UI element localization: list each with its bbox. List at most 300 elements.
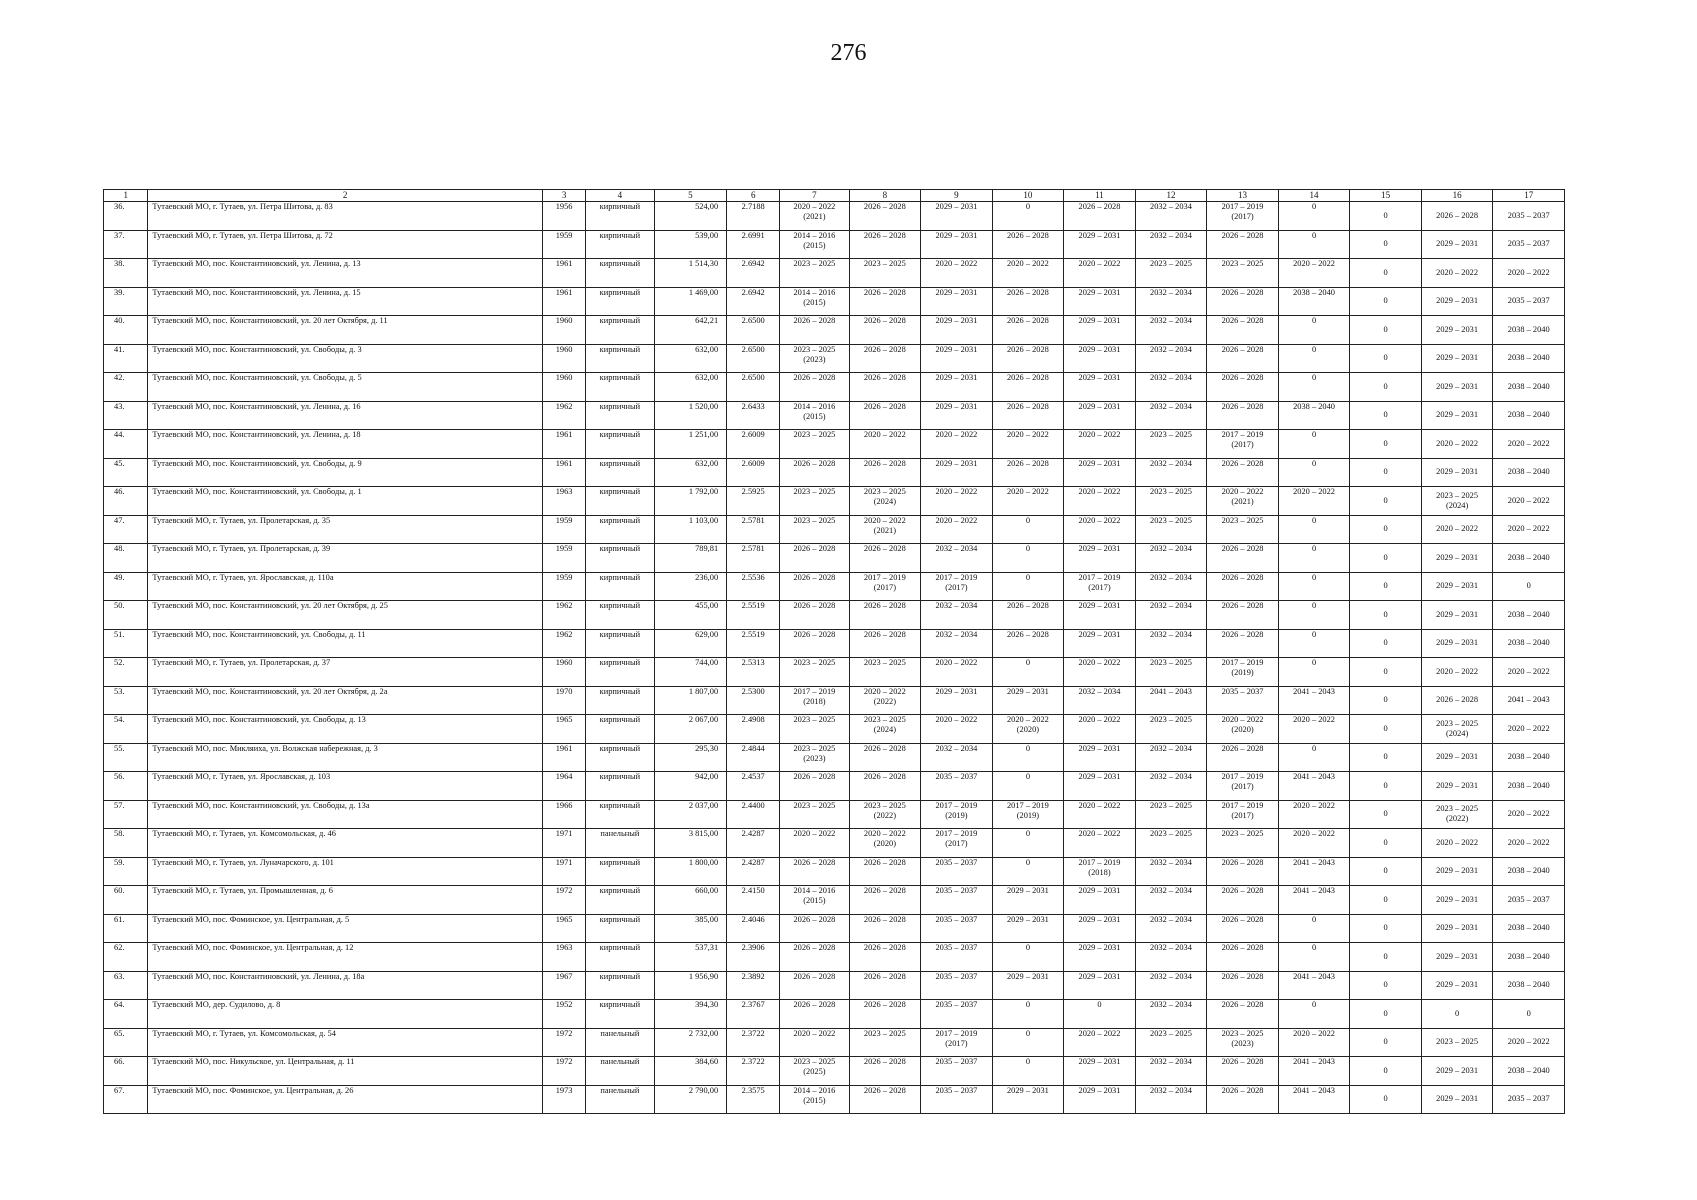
table-cell: 67. [104,1085,148,1114]
table-cell: 2035 – 2037 [921,857,993,886]
table-cell: 2038 – 2040 [1493,629,1565,658]
table-cell: панельный [586,1057,654,1086]
table-row [104,287,1565,316]
table-cell: 36. [104,202,148,231]
table-cell: 2032 – 2034 [1135,886,1207,915]
table-cell: 2017 – 2019 (2017) [1207,772,1279,801]
table-cell: 44. [104,430,148,459]
table-cell: 2.4400 [727,800,780,829]
table-cell: 2017 – 2019 (2019) [921,800,993,829]
table-cell: 1952 [542,1000,585,1029]
table-cell: 2038 – 2040 [1493,601,1565,630]
table-cell: Тутаевский МО, г. Тутаев, ул. Комсомольская, д. 54 [148,1028,543,1057]
table-cell: 2026 – 2028 [992,458,1064,487]
table-cell: 2020 – 2022 [1421,658,1493,687]
table-cell: 2014 – 2016 (2015) [780,287,849,316]
table-cell: 2035 – 2037 [921,886,993,915]
table-cell: 0 [1350,202,1422,231]
table-cell: 0 [1278,515,1350,544]
table-cell: 2020 – 2022 [849,430,921,459]
table-cell: 2020 – 2022 [1493,1028,1565,1057]
table-cell: 2032 – 2034 [921,544,993,573]
table-row [104,430,1565,459]
table-cell: 632,00 [654,344,727,373]
table-cell: 45. [104,458,148,487]
table-cell: 62. [104,943,148,972]
table-cell: 0 [1350,458,1422,487]
table-cell: 0 [1278,914,1350,943]
column-header: 9 [921,190,993,202]
table-cell: 2032 – 2034 [921,601,993,630]
table-cell: 2041 – 2043 [1278,857,1350,886]
table-row [104,772,1565,801]
table-cell: 1960 [542,344,585,373]
table-cell: 2026 – 2028 [849,943,921,972]
table-cell: 1 251,00 [654,430,727,459]
table-cell: 2035 – 2037 [1493,202,1565,231]
table-cell: Тутаевский МО, пос. Константиновский, ул. 20 лет Октября, д. 11 [148,316,543,345]
table-cell: 2.6500 [727,373,780,402]
table-cell: 2.5300 [727,686,780,715]
table-cell: 2020 – 2022 (2020) [849,829,921,858]
table-cell: 0 [1350,1028,1422,1057]
table-cell: 54. [104,715,148,744]
table-cell: 1959 [542,572,585,601]
table-cell: 39. [104,287,148,316]
table-cell: 0 [1350,914,1422,943]
table-cell: 2.7188 [727,202,780,231]
table-cell: 2026 – 2028 [849,601,921,630]
table-cell: 2032 – 2034 [1135,373,1207,402]
table-cell: 49. [104,572,148,601]
table-cell: 2020 – 2022 [1278,715,1350,744]
table-cell: 2029 – 2031 [1064,373,1136,402]
table-cell: Тутаевский МО, г. Тутаев, ул. Ярославская, д. 110а [148,572,543,601]
table-cell: 2020 – 2022 [1493,259,1565,288]
table-cell: 2029 – 2031 [1064,772,1136,801]
table-cell: 2029 – 2031 [921,373,993,402]
table-cell: 2041 – 2043 [1278,772,1350,801]
table-cell: 2014 – 2016 (2015) [780,401,849,430]
table-cell: 2026 – 2028 [992,230,1064,259]
table-cell: 0 [1350,772,1422,801]
table-cell: 42. [104,373,148,402]
table-cell: 0 [1350,515,1422,544]
table-cell: 2020 – 2022 [1493,430,1565,459]
table-cell: 2017 – 2019 (2017) [1064,572,1136,601]
table-cell: 1964 [542,772,585,801]
table-cell: 2041 – 2043 [1278,1085,1350,1114]
table-cell: кирпичный [586,316,654,345]
table-cell: 0 [1350,686,1422,715]
table-cell: 2032 – 2034 [1135,743,1207,772]
table-cell: 2029 – 2031 [1421,886,1493,915]
table-cell: 2.5519 [727,601,780,630]
table-cell: 2020 – 2022 [921,515,993,544]
table-cell: 0 [1350,800,1422,829]
table-cell: 0 [1350,544,1422,573]
table-cell: 2029 – 2031 [1064,230,1136,259]
table-cell: 0 [1278,316,1350,345]
table-cell: 2026 – 2028 [849,1057,921,1086]
table-cell: 2023 – 2025 [780,430,849,459]
table-cell: 2032 – 2034 [1135,629,1207,658]
table-cell: 2029 – 2031 [1421,344,1493,373]
table-cell: 2029 – 2031 [921,344,993,373]
table-cell: 0 [1278,344,1350,373]
table-cell: 0 [1350,401,1422,430]
table-cell: 2020 – 2022 [1064,829,1136,858]
table-cell: 2023 – 2025 [780,658,849,687]
table-cell: 0 [1350,344,1422,373]
table-cell: 1965 [542,914,585,943]
table-cell: 63. [104,971,148,1000]
table-cell: 2020 – 2022 [1493,515,1565,544]
table-cell: 2026 – 2028 [849,202,921,231]
table-cell: Тутаевский МО, пос. Фоминское, ул. Центральная, д. 26 [148,1085,543,1114]
table-cell: Тутаевский МО, пос. Фоминское, ул. Центральная, д. 12 [148,943,543,972]
table-cell: 0 [992,544,1064,573]
table-cell: 2026 – 2028 [849,1085,921,1114]
table-cell: 2026 – 2028 [1207,914,1279,943]
table-cell: 2023 – 2025 [780,715,849,744]
table-cell: 0 [1350,857,1422,886]
table-cell: 2026 – 2028 [780,316,849,345]
table-cell: 1961 [542,430,585,459]
table-cell: 2023 – 2025 [1135,487,1207,516]
table-row [104,715,1565,744]
table-cell: 1960 [542,658,585,687]
table-cell: 2026 – 2028 [780,572,849,601]
table-row [104,601,1565,630]
table-cell: 2023 – 2025 (2022) [1421,800,1493,829]
table-cell: 2026 – 2028 [1421,202,1493,231]
table-cell: 2038 – 2040 [1278,401,1350,430]
table-cell: 2023 – 2025 [1135,1028,1207,1057]
table-cell: 1959 [542,544,585,573]
table-cell: 2020 – 2022 [1493,829,1565,858]
table-cell: 59. [104,857,148,886]
table-cell: 2020 – 2022 [1278,829,1350,858]
table-cell: 2020 – 2022 [921,715,993,744]
table-cell: 2035 – 2037 [921,1000,993,1029]
table-cell: 2038 – 2040 [1493,772,1565,801]
table-cell: 0 [1350,287,1422,316]
table-cell: 2032 – 2034 [1135,202,1207,231]
table-cell: 2029 – 2031 [1421,743,1493,772]
table-cell: 2026 – 2028 [992,601,1064,630]
table-cell: 942,00 [654,772,727,801]
table-cell: 2017 – 2019 (2018) [780,686,849,715]
table-cell: 2032 – 2034 [1135,1000,1207,1029]
table-cell: 2026 – 2028 [780,857,849,886]
table-cell: 1973 [542,1085,585,1114]
table-cell: 2023 – 2025 [1135,259,1207,288]
table-cell: 2026 – 2028 [1207,373,1279,402]
page-number: 276 [830,40,867,66]
table-cell: 2023 – 2025 [1135,800,1207,829]
table-cell: 2041 – 2043 [1278,1057,1350,1086]
table-row [104,344,1565,373]
table-cell: кирпичный [586,401,654,430]
table-cell: 0 [1350,658,1422,687]
table-cell: 2035 – 2037 [921,1057,993,1086]
table-cell: 2014 – 2016 (2015) [780,1085,849,1114]
table-cell: 2029 – 2031 [1421,572,1493,601]
table-cell: 384,60 [654,1057,727,1086]
table-cell: 0 [1350,430,1422,459]
table-row [104,544,1565,573]
table-cell: 2.3722 [727,1028,780,1057]
table-cell: 2026 – 2028 [849,344,921,373]
table-cell: 295,30 [654,743,727,772]
table-cell: 2026 – 2028 [992,287,1064,316]
table-cell: 2.5519 [727,629,780,658]
table-cell: 50. [104,601,148,630]
table-cell: 236,00 [654,572,727,601]
table-cell: 0 [1350,829,1422,858]
table-row [104,914,1565,943]
table-cell: 2029 – 2031 [1064,743,1136,772]
table-cell: 2032 – 2034 [1135,914,1207,943]
table-cell: 2023 – 2025 (2023) [780,743,849,772]
table-cell: 0 [1350,230,1422,259]
table-cell: 47. [104,515,148,544]
table-cell: 0 [992,772,1064,801]
table-cell: 2029 – 2031 [1064,629,1136,658]
table-cell: 2026 – 2028 [1207,629,1279,658]
table-cell: 2023 – 2025 [1207,515,1279,544]
table-cell: 2029 – 2031 [1064,601,1136,630]
table-cell: 2029 – 2031 [1421,401,1493,430]
table-cell: 43. [104,401,148,430]
table-cell: 0 [1350,259,1422,288]
header-row [104,190,1565,202]
table-cell: 2.5925 [727,487,780,516]
table-cell: 2020 – 2022 [992,259,1064,288]
table-cell: 2.5781 [727,544,780,573]
table-row [104,686,1565,715]
table-cell: 0 [992,1028,1064,1057]
table-cell: 2020 – 2022 [1421,259,1493,288]
table-cell: 2026 – 2028 [849,1000,921,1029]
table-cell: 2020 – 2022 [992,430,1064,459]
table-cell: панельный [586,1028,654,1057]
table-cell: 2020 – 2022 [1064,487,1136,516]
table-row [104,259,1565,288]
table-cell: 2020 – 2022 [921,430,993,459]
table-cell: 2029 – 2031 [1421,629,1493,658]
table-cell: кирпичный [586,544,654,573]
table-cell: 2029 – 2031 [992,886,1064,915]
table-cell: 2026 – 2028 [849,886,921,915]
table-cell: 2029 – 2031 [1064,287,1136,316]
table-cell: 2017 – 2019 (2017) [1207,202,1279,231]
table-cell: Тутаевский МО, пос. Константиновский, ул. 20 лет Октября, д. 2а [148,686,543,715]
column-header: 10 [992,190,1064,202]
table-cell: 2026 – 2028 [780,971,849,1000]
table-cell: 2029 – 2031 [992,686,1064,715]
table-cell: 2026 – 2028 [1207,1085,1279,1114]
table-cell: 2.4537 [727,772,780,801]
table-cell: Тутаевский МО, г. Тутаев, ул. Петра Шитова, д. 72 [148,230,543,259]
table-cell: 2029 – 2031 [1064,1085,1136,1114]
table-cell: 2020 – 2022 [1064,800,1136,829]
table-cell: 2041 – 2043 [1278,971,1350,1000]
table-cell: 2026 – 2028 [849,316,921,345]
table-cell: 1960 [542,373,585,402]
table-cell: 1963 [542,487,585,516]
table-cell: 2023 – 2025 [1421,1028,1493,1057]
table-cell: 0 [1350,572,1422,601]
table-cell: 2020 – 2022 (2020) [992,715,1064,744]
table-cell: 2029 – 2031 [992,1085,1064,1114]
table-cell: 2041 – 2043 [1135,686,1207,715]
table-cell: 2020 – 2022 [780,1028,849,1057]
table-cell: 0 [1350,1085,1422,1114]
table-cell: 2032 – 2034 [1064,686,1136,715]
table-cell: Тутаевский МО, пос. Константиновский, ул. Свободы, д. 13а [148,800,543,829]
table-cell: Тутаевский МО, пос. Константиновский, ул. Свободы, д. 3 [148,344,543,373]
table-cell: 0 [1350,1057,1422,1086]
column-header: 7 [780,190,849,202]
table-cell: 2035 – 2037 [1207,686,1279,715]
column-header: 4 [586,190,654,202]
table-cell: 2029 – 2031 [1421,1085,1493,1114]
table-cell: 1 103,00 [654,515,727,544]
column-header: 14 [1278,190,1350,202]
table-cell: 2032 – 2034 [1135,287,1207,316]
table-cell: 2020 – 2022 [1064,259,1136,288]
column-header: 16 [1421,190,1493,202]
table-cell: 2023 – 2025 [849,658,921,687]
table-cell: 2035 – 2037 [921,772,993,801]
table-row [104,943,1565,972]
table-cell: 2 037,00 [654,800,727,829]
table-cell: кирпичный [586,886,654,915]
table-cell: 2023 – 2025 [1135,829,1207,858]
table-cell: 2035 – 2037 [921,914,993,943]
table-cell: 2026 – 2028 [849,971,921,1000]
table-row [104,373,1565,402]
table-cell: 2020 – 2022 [1421,515,1493,544]
table-cell: 2026 – 2028 [1207,316,1279,345]
table-cell: 1 514,30 [654,259,727,288]
table-row [104,401,1565,430]
table-cell: 2017 – 2019 (2019) [1207,658,1279,687]
table-cell: 2.5536 [727,572,780,601]
table-cell: кирпичный [586,743,654,772]
table-cell: 2029 – 2031 [1421,971,1493,1000]
table-row [104,971,1565,1000]
table-cell: 524,00 [654,202,727,231]
table-cell: Тутаевский МО, пос. Константиновский, ул. Ленина, д. 16 [148,401,543,430]
table-cell: Тутаевский МО, г. Тутаев, ул. Комсомольская, д. 46 [148,829,543,858]
table-cell: 0 [1350,715,1422,744]
table-cell: панельный [586,829,654,858]
table-cell: 0 [1278,943,1350,972]
table-cell: 0 [1278,430,1350,459]
table-cell: Тутаевский МО, дер. Судилово, д. 8 [148,1000,543,1029]
table-cell: 2020 – 2022 [1421,829,1493,858]
table-cell: 2029 – 2031 [921,316,993,345]
table-cell: 0 [1421,1000,1493,1029]
table-cell: 2038 – 2040 [1493,914,1565,943]
table-cell: 2029 – 2031 [992,914,1064,943]
column-header: 15 [1350,190,1422,202]
table-cell: Тутаевский МО, пос. Константиновский, ул. Свободы, д. 9 [148,458,543,487]
table-cell: 0 [1278,458,1350,487]
table-cell: 0 [1278,1000,1350,1029]
table-cell: 2038 – 2040 [1278,287,1350,316]
table-cell: 2029 – 2031 [1421,458,1493,487]
table-cell: 2023 – 2025 [849,1028,921,1057]
table-cell: 64. [104,1000,148,1029]
table-cell: 2029 – 2031 [1421,373,1493,402]
table-cell: 2029 – 2031 [1064,344,1136,373]
table-cell: 2.6433 [727,401,780,430]
table-cell: 2041 – 2043 [1278,686,1350,715]
table-cell: 1960 [542,316,585,345]
table-cell: Тутаевский МО, пос. Фоминское, ул. Центральная, д. 5 [148,914,543,943]
table-cell: 2026 – 2028 [1207,743,1279,772]
table-cell: 58. [104,829,148,858]
table-cell: 2014 – 2016 (2015) [780,886,849,915]
table-cell: 1 956,90 [654,971,727,1000]
table-cell: Тутаевский МО, пос. Микляиха, ул. Волжская набережная, д. 3 [148,743,543,772]
table-cell: 0 [1278,230,1350,259]
table-cell: 2023 – 2025 (2023) [1207,1028,1279,1057]
table-cell: Тутаевский МО, пос. Константиновский, ул. Ленина, д. 18а [148,971,543,1000]
table-cell: 0 [992,1000,1064,1029]
table-cell: кирпичный [586,458,654,487]
table-cell: 2017 – 2019 (2017) [921,1028,993,1057]
table-cell: 539,00 [654,230,727,259]
table-cell: 2 790,00 [654,1085,727,1114]
column-header: 5 [654,190,727,202]
table-row [104,857,1565,886]
table-cell: Тутаевский МО, пос. Константиновский, ул. Свободы, д. 5 [148,373,543,402]
table-cell: 2038 – 2040 [1493,458,1565,487]
table-cell: 2026 – 2028 [849,458,921,487]
table-cell: 66. [104,1057,148,1086]
table-cell: кирпичный [586,971,654,1000]
table-cell: Тутаевский МО, г. Тутаев, ул. Пролетарская, д. 39 [148,544,543,573]
table-cell: 2.3906 [727,943,780,972]
table-cell: кирпичный [586,943,654,972]
table-cell: 1962 [542,629,585,658]
table-cell: 2026 – 2028 [992,316,1064,345]
table-cell: 2.3722 [727,1057,780,1086]
table-cell: кирпичный [586,686,654,715]
table-cell: 2020 – 2022 [1278,800,1350,829]
table-cell: кирпичный [586,230,654,259]
table-cell: 0 [1278,373,1350,402]
table-cell: 2029 – 2031 [1421,287,1493,316]
table-cell: 2023 – 2025 [1135,658,1207,687]
housing-table [103,189,1565,1114]
table-row [104,829,1565,858]
table-cell: Тутаевский МО, г. Тутаев, ул. Промышленная, д. 6 [148,886,543,915]
table-row [104,886,1565,915]
table-cell: 2029 – 2031 [1064,1057,1136,1086]
table-cell: 52. [104,658,148,687]
table-cell: Тутаевский МО, г. Тутаев, ул. Луначарского, д. 101 [148,857,543,886]
table-cell: 2026 – 2028 [1207,886,1279,915]
table-cell: 2029 – 2031 [1064,458,1136,487]
table-cell: 2032 – 2034 [921,629,993,658]
table-cell: 0 [1278,202,1350,231]
